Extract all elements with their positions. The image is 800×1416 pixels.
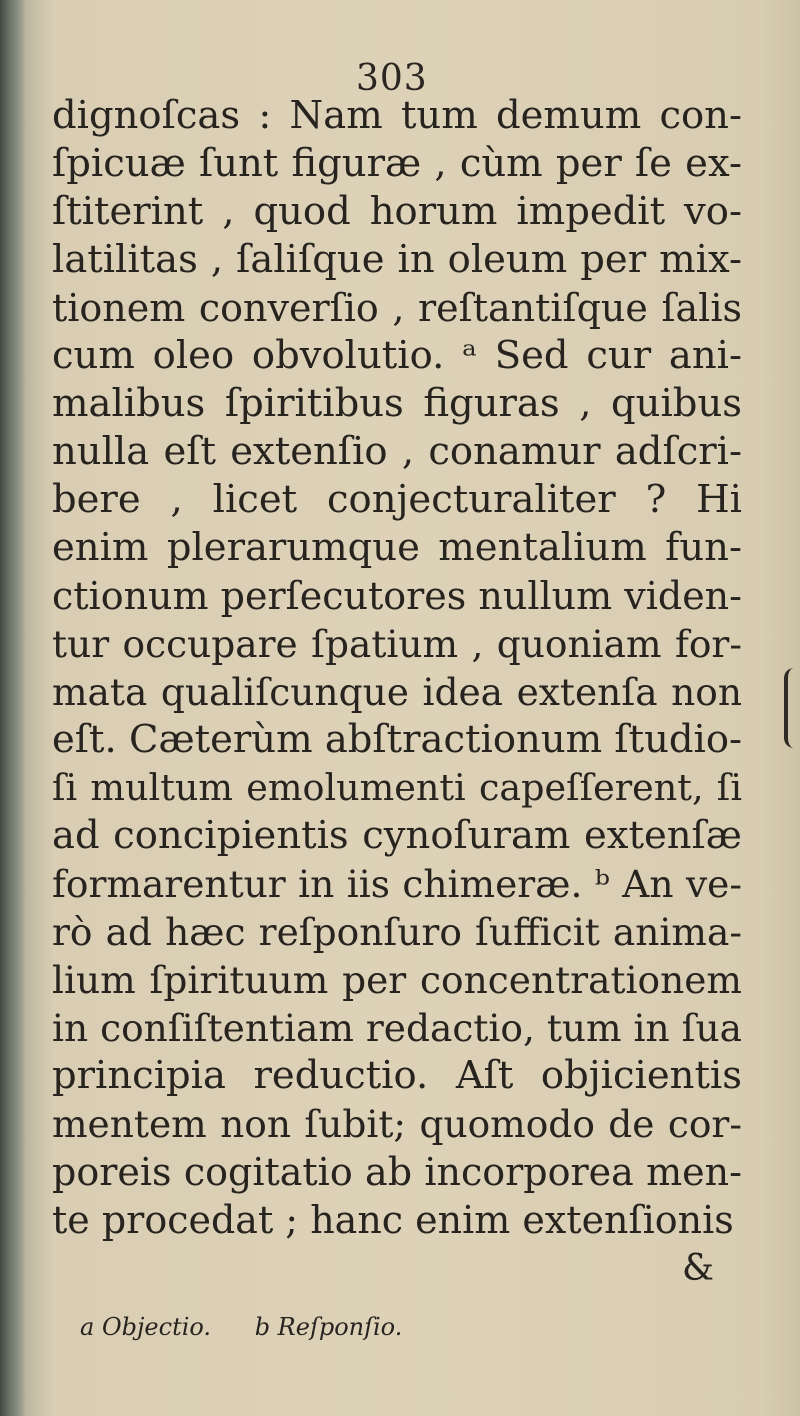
gutter-shadow (0, 0, 26, 1416)
page-edge-fold (784, 668, 800, 748)
text-line: dignoſcas : Nam tum demum con- (52, 93, 742, 138)
page-number: 303 (356, 58, 428, 99)
text-line: tionem converſio , reſtantiſque ſalis (52, 286, 742, 330)
text-line: ſpicuæ ſunt figuræ , cùm per ſe ex- (52, 141, 742, 186)
text-line: cum oleo obvolutio. ᵃ Sed cur ani- (52, 333, 742, 378)
text-line: tur occupare ſpatium , quoniam for- (52, 622, 742, 666)
text-line: in conſiſtentiam redactio, tum in ſua (52, 1006, 742, 1050)
text-line: formarentur in iis chimeræ. ᵇ An ve- (52, 862, 742, 906)
footnote-responsio: b Reſponſio. (254, 1313, 403, 1341)
text-line: latilitas , ſaliſque in oleum per mix- (52, 237, 742, 282)
footnote-objectio: a Objectio. (80, 1313, 212, 1341)
text-line: poreis cogitatio ab incorporea men- (52, 1150, 742, 1194)
text-line: ctionum perſecutores nullum viden- (52, 574, 742, 618)
text-line: eſt. Cæterùm abſtractionum ſtudio- (52, 717, 743, 762)
text-line: ſtiterint , quod horum impedit vo- (52, 189, 742, 234)
text-line: rò ad hæc reſponſuro ſufficit anima- (52, 910, 742, 954)
text-line: malibus ſpiritibus figuras , quibus (52, 381, 742, 426)
text-line: te procedat ; hanc enim extenſionis (52, 1198, 734, 1242)
text-line: lium ſpirituum per concentrationem (52, 958, 742, 1002)
text-line: mentem non ſubit; quomodo de cor- (52, 1102, 742, 1146)
text-line: nulla eſt extenſio , conamur adſcri- (52, 429, 742, 474)
body-text (52, 92, 742, 1244)
text-line: principia reductio. Aſt objicientis (52, 1053, 742, 1098)
catchword: & (682, 1248, 715, 1289)
text-line: enim plerarumque mentalium fun- (52, 525, 742, 570)
text-line: bere , licet conjecturaliter ? Hi (52, 477, 742, 522)
text-line: ad concipientis cynoſuram extenſæ (52, 813, 742, 858)
text-line: ſi multum emolumenti capeſſerent, ſi (52, 766, 742, 809)
footnotes (80, 1313, 438, 1341)
text-line: mata qualiſcunque idea extenſa non (52, 670, 742, 714)
